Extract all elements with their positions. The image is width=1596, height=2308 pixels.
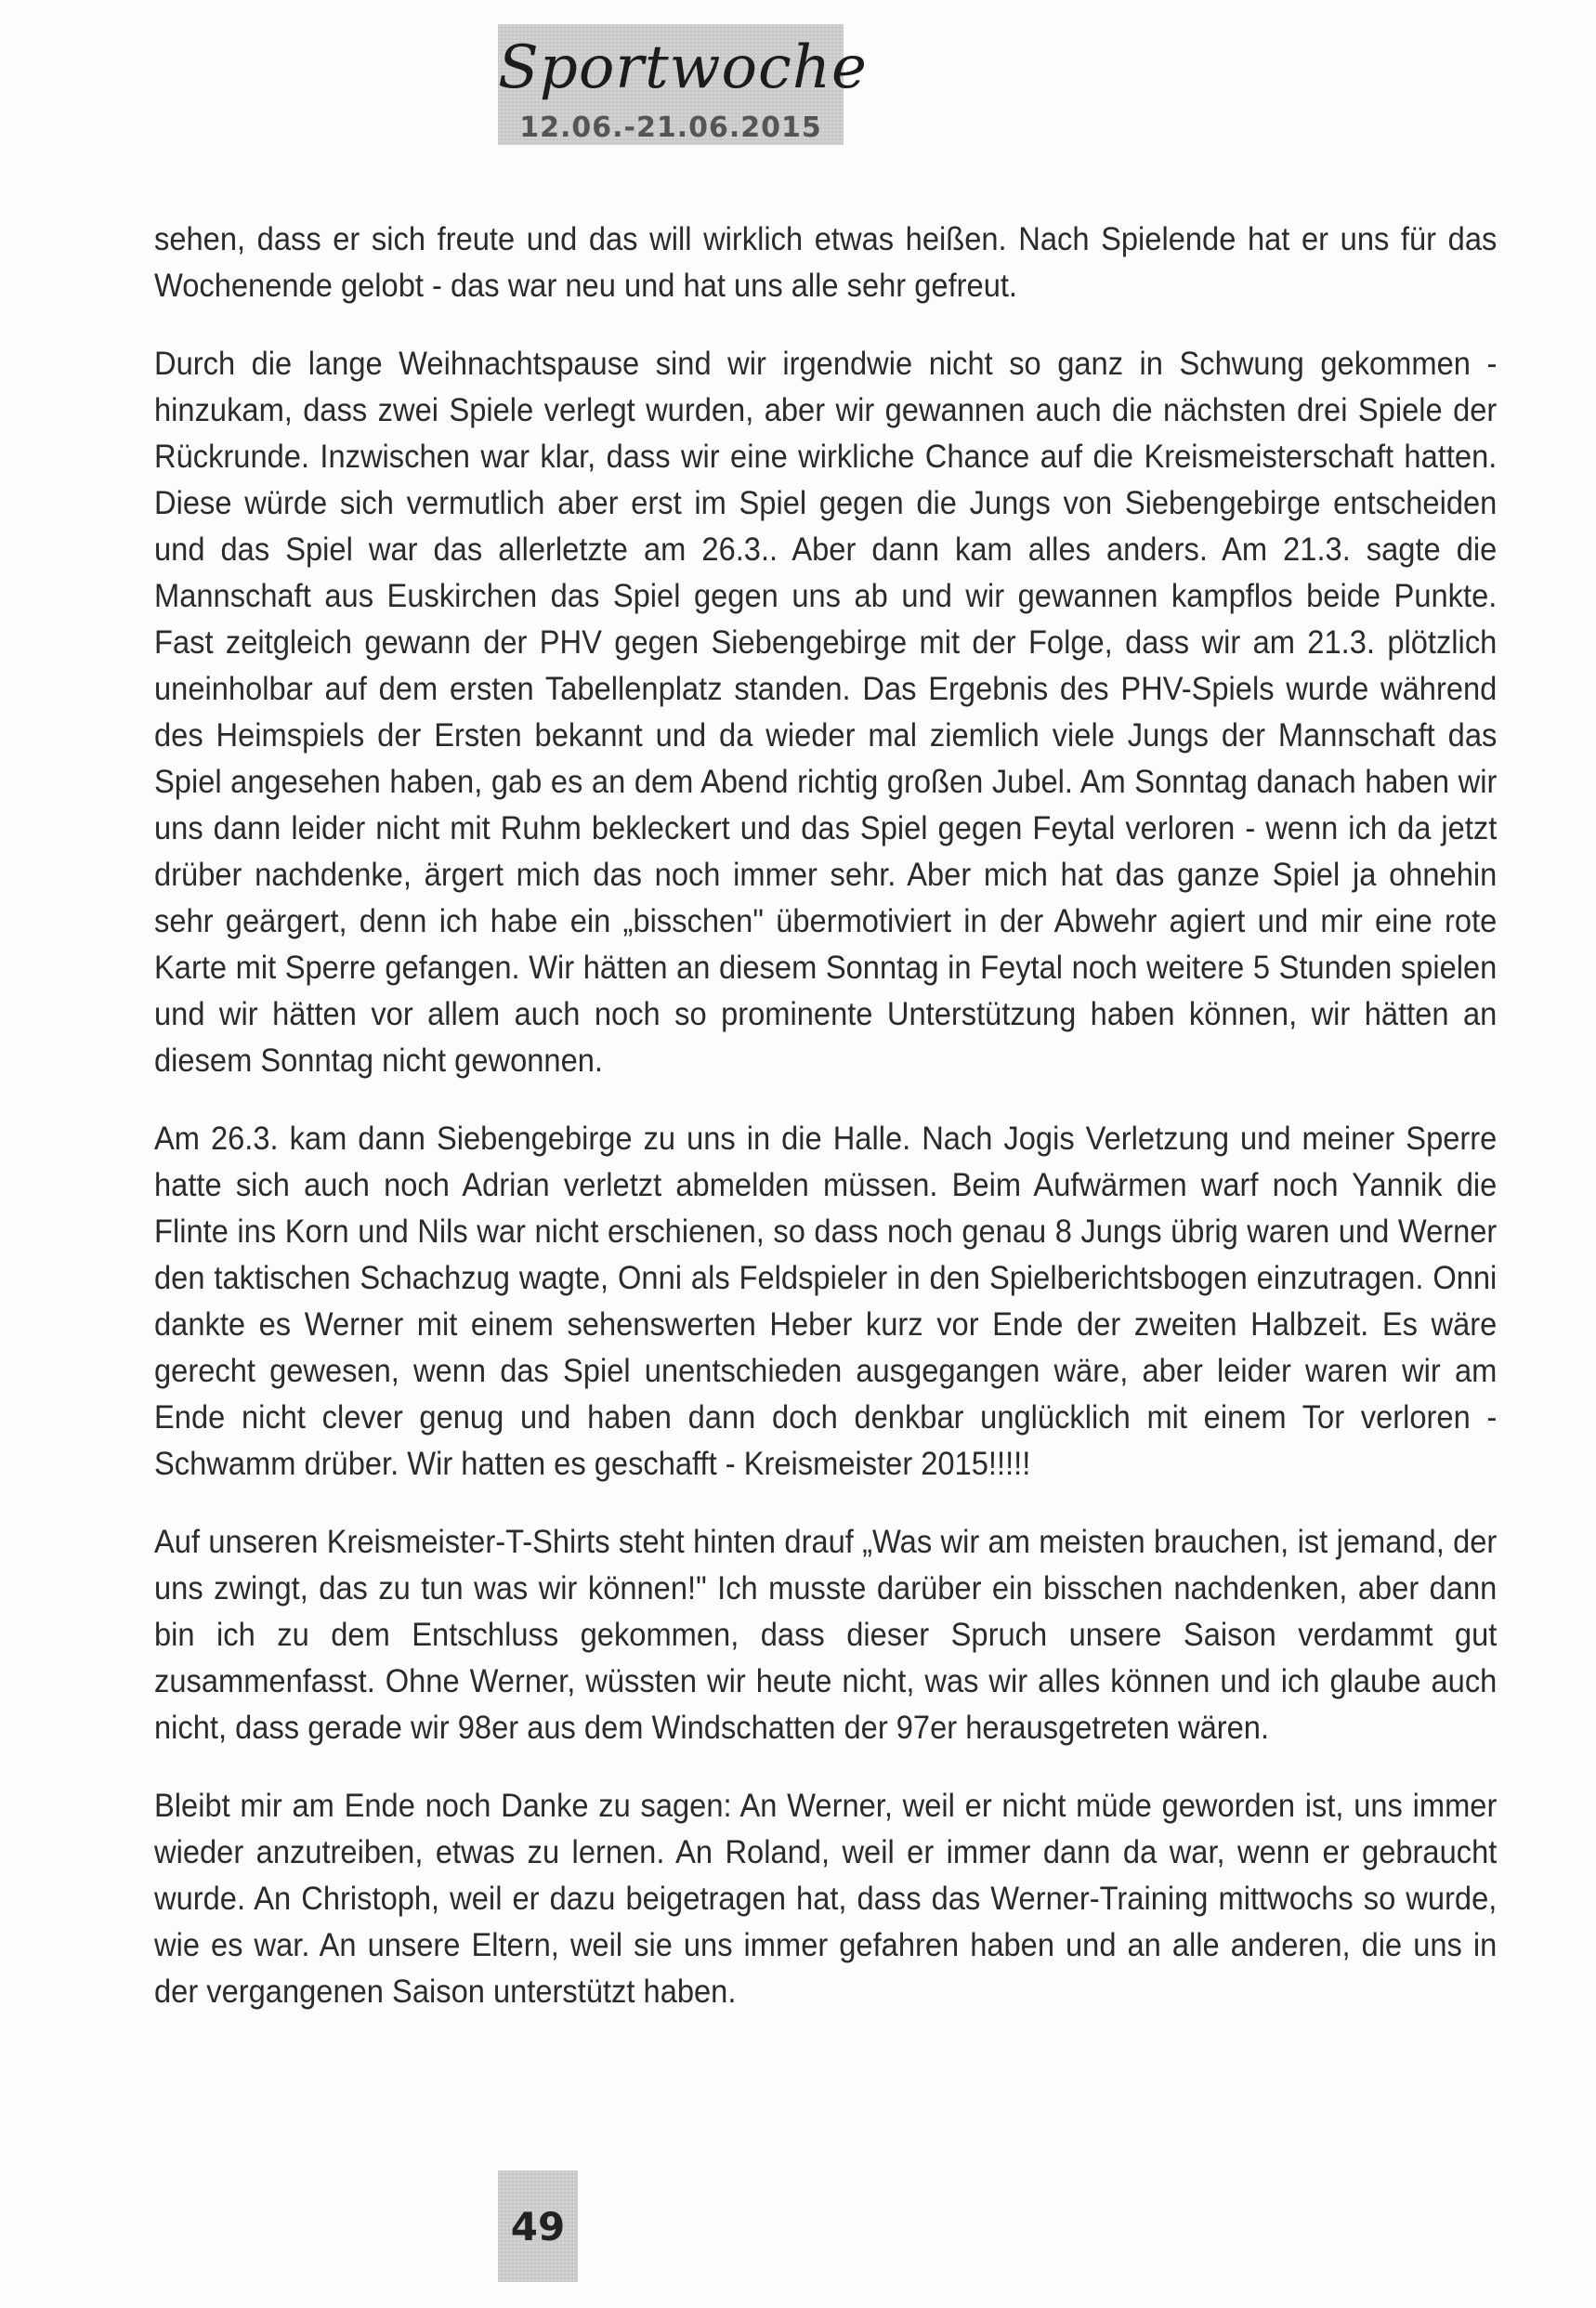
page-number: 49	[510, 2204, 566, 2249]
article-body	[154, 216, 1497, 2046]
paragraph-4: Auf unseren Kreismeister-T-Shirts steht hinten drauf „Was wir am meisten brauchen, ist jemand, der uns zwingt, das zu tun was wir können!" Ich musste darüber ein bisschen nachdenken, aber dann bin ich zu dem Entschluss gekommen, dass dieser Spruch unsere Saison verdammt gut zusammenfasst. Ohne Werner, wüssten wir heute nicht, was wir alles können und ich glaube auch nicht, dass gerade wir 98er aus dem Windschatten der 97er herausgetreten wären.	[154, 1523, 1498, 1746]
paragraph-5: Bleibt mir am Ende noch Danke zu sagen: An Werner, weil er nicht müde geworden ist, uns immer wieder anzutreiben, etwas zu lernen. An Roland, weil er immer dann da war, wenn er gebraucht wurde. An Christoph, weil er dazu beigetragen hat, dass das Werner-Training mittwochs so wurde, wie es war. An unsere Eltern, weil sie uns immer gefahren haben und an alle anderen, die uns in der vergangenen Saison unterstützt haben.	[154, 1787, 1498, 2010]
paragraph-1: sehen, dass er sich freute und das will wirklich etwas heißen. Nach Spielende hat er uns für das Wochenende gelobt - das war neu und hat uns alle sehr gefreut.	[154, 220, 1498, 304]
page-number-box	[498, 2170, 578, 2282]
header-banner	[498, 24, 868, 145]
header-date-range: 12.06.-21.06.2015	[519, 111, 822, 144]
sportwoche-logo: Sportwoche	[498, 33, 868, 102]
paragraph-2: Durch die lange Weihnachtspause sind wir irgendwie nicht so ganz in Schwung gekommen - hinzukam, dass zwei Spiele verlegt wurden, aber wir gewannen auch die nächsten drei Spiele der Rückrunde. Inzwischen war klar, dass wir eine wirkliche Chance auf die Kreismeisterschaft hatten. Diese würde sich vermutlich aber erst im Spiel gegen die Jungs von Siebengebirge entscheiden und das Spiel war das allerletzte am 26.3.. Aber dann kam alles anders. Am 21.3. sagte die Mannschaft aus Euskirchen das Spiel gegen uns ab und wir gewannen kampflos beide Punkte. Fast zeitgleich gewann der PHV gegen Siebengebirge mit der Folge, dass wir am 21.3. plötzlich uneinholbar auf dem ersten Tabellenplatz standen. Das Ergebnis des PHV-Spiels wurde während des Heimspiels der Ersten bekannt und da wieder mal ziemlich viele Jungs der Mannschaft das Spiel angesehen haben, gab es an dem Abend richtig großen Jubel. Am Sonntag danach haben wir uns dann leider nicht mit Ruhm bekleckert und das Spiel gegen Feytal verloren - wenn ich da jetzt drüber nachdenke, ärgert mich das noch immer sehr. Aber mich hat das ganze Spiel ja ohnehin sehr geärgert, denn ich habe ein „bisschen" übermotiviert in der Abwehr agiert und mir eine rote Karte mit Sperre gefangen. Wir hätten an diesem Sonntag in Feytal noch weitere 5 Stunden spielen und wir hätten vor allem auch noch so prominente Unterstützung haben können, wir hätten an diesem Sonntag nicht gewonnen.	[154, 345, 1498, 1079]
paragraph-3: Am 26.3. kam dann Siebengebirge zu uns in die Halle. Nach Jogis Verletzung und meiner Sperre hatte sich auch noch Adrian verletzt abmelden müssen. Beim Aufwärmen warf noch Yannik die Flinte ins Korn und Nils war nicht erschienen, so dass noch genau 8 Jungs übrig waren und Werner den taktischen Schachzug wagte, Onni als Feldspieler in den Spielberichtsbogen einzutragen. Onni dankte es Werner mit einem sehenswerten Heber kurz vor Ende der zweiten Halbzeit. Es wäre gerecht gewesen, wenn das Spiel unentschieden ausgegangen wäre, aber leider waren wir am Ende nicht clever genug und haben dann doch denkbar unglücklich mit einem Tor verloren - Schwamm drüber. Wir hatten es geschafft - Kreismeister 2015!!!!!	[154, 1120, 1498, 1482]
